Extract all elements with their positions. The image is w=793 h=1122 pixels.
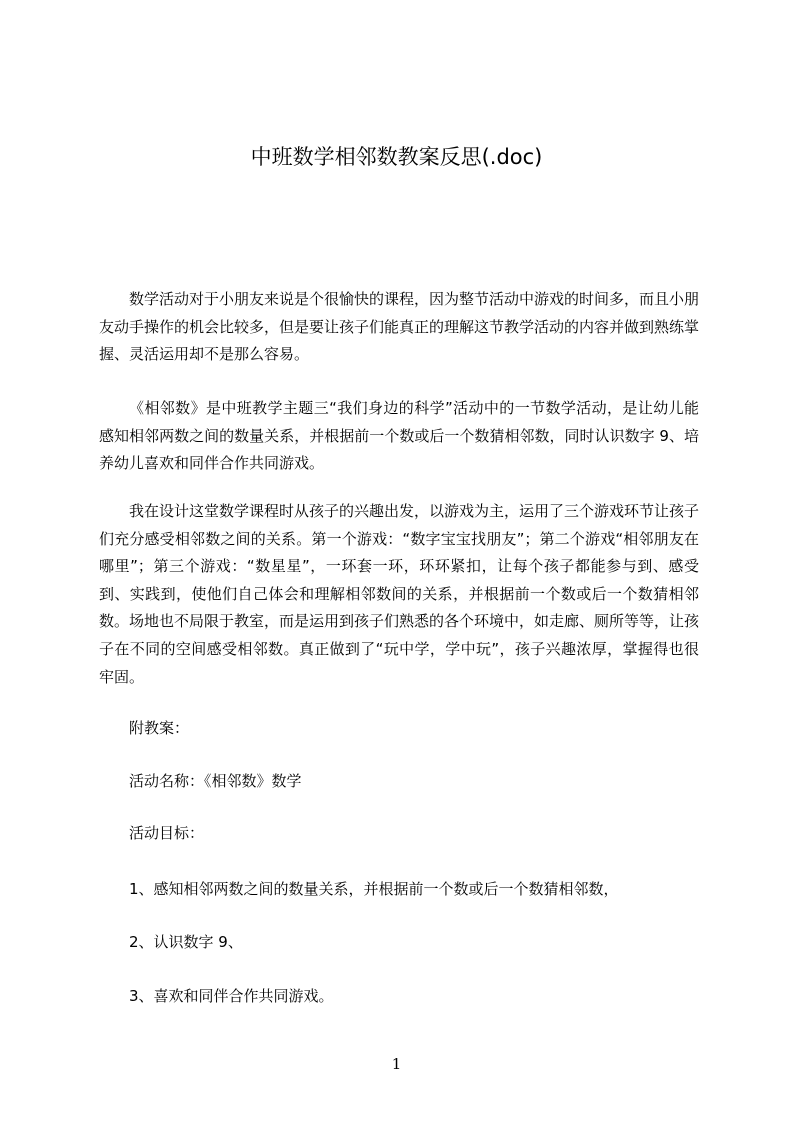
page-number: 1 <box>391 1055 402 1073</box>
paragraph-intro: 数学活动对于小朋友来说是个很愉快的课程，因为整节活动中游戏的时间多，而且小朋友动手操作的机会比较多，但是要让孩子们能真正的理解这节教学活动的内容并做到熟练掌握、灵活运用却不是那么容易。 <box>99 290 700 364</box>
paragraph-lesson-overview: 《相邻数》是中班教学主题三“我们身边的科学”活动中的一节数学活动，是让幼儿能感知相邻两数之间的数量关系，并根据前一个数或后一个数猜相邻数，同时认识数字 9、培养幼儿喜欢和同伴合作共同游戏。 <box>99 399 699 473</box>
appendix-label: 附教案： <box>129 719 190 737</box>
goal-item: 1、感知相邻两数之间的数量关系，并根据前一个数或后一个数猜相邻数， <box>129 880 619 898</box>
goal-item: 3、喜欢和同伴合作共同游戏。 <box>129 987 334 1005</box>
paragraph-lesson-design: 我在设计这堂数学课程时从孩子的兴趣出发，以游戏为主，运用了三个游戏环节让孩子们充分感受相邻数之间的关系。第一个游戏：“数字宝宝找朋友”；第二个游戏“相邻朋友在哪里”；第三个游戏：“数星星”，一环套一环，环环紧扣，让每个孩子都能参与到、感受到、实践到，使他们自己体会和理解相邻数间的关系，并根据前一个数或后一个数猜相邻数。场地也不局限于教室，而是运用到孩子们熟悉的各个环境中，如走廊、厕所等等，让孩子在不同的空间感受相邻数。真正做到了“玩中学，学中玩”，孩子兴趣浓厚，掌握得也很牢固。 <box>99 502 700 686</box>
activity-name: 活动名称：《相邻数》数学 <box>129 772 302 790</box>
goal-item: 2、认识数字 9、 <box>129 933 243 951</box>
document-title: 中班数学相邻数教案反思(.doc) <box>250 145 543 169</box>
activity-goals-label: 活动目标： <box>129 824 205 842</box>
